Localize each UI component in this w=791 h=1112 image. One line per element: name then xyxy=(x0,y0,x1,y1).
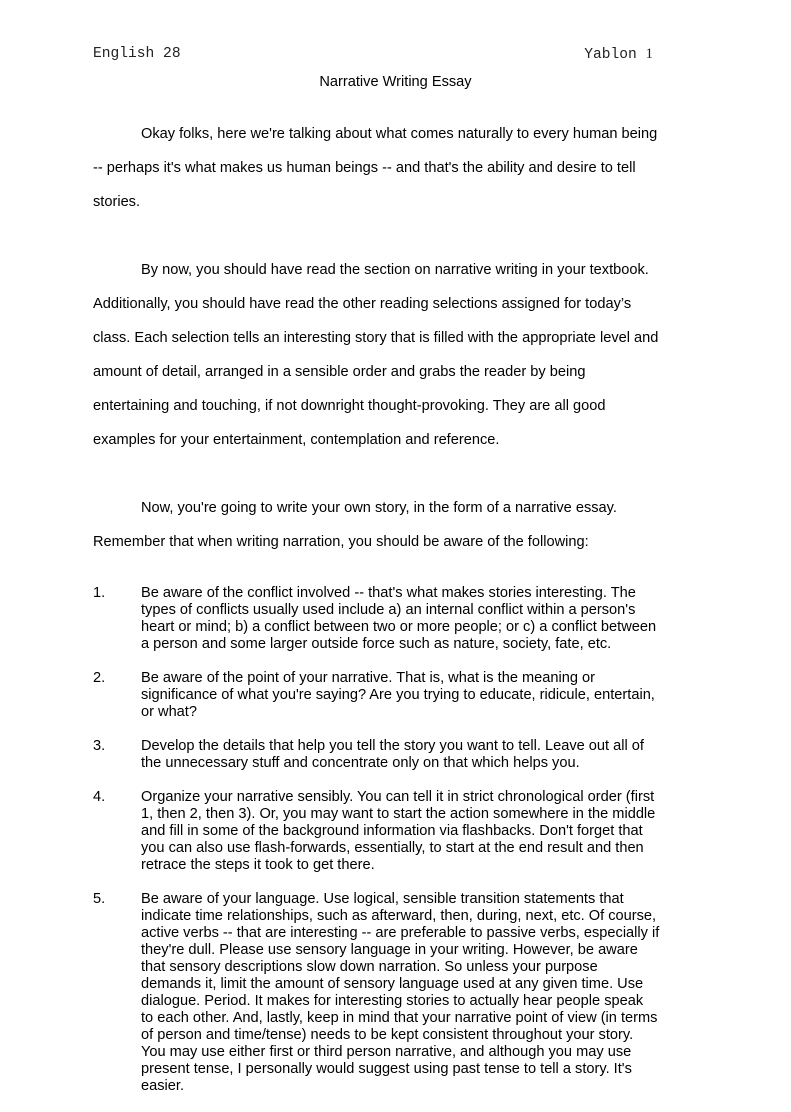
text-line: Additionally, you should have read the other reading selections assigned for today’s xyxy=(93,296,632,312)
text-line: that sensory descriptions slow down narration. So unless your purpose xyxy=(141,959,598,975)
list-item xyxy=(93,738,713,772)
text-line: to each other. And, lastly, keep in mind that your narrative point of view (in terms xyxy=(141,1010,658,1026)
list-item xyxy=(93,585,713,653)
list-item xyxy=(93,789,713,874)
page-title: Narrative Writing Essay xyxy=(319,74,472,90)
text-line: the unnecessary stuff and concentrate only on that which helps you. xyxy=(141,755,580,771)
text-line: Now, you're going to write your own story, in the form of a narrative essay. xyxy=(141,500,617,516)
list-number: 3. xyxy=(93,738,106,754)
text-line: and fill in some of the background information via flashbacks. Don't forget that xyxy=(141,823,643,839)
text-line: they're dull. Please use sensory language in your writing. However, be aware xyxy=(141,942,638,958)
text-line: of person and time/tense) needs to be kept consistent throughout your story. xyxy=(141,1027,634,1043)
text-line: present tense, I personally would suggest using past tense to tell a story. It's xyxy=(141,1061,632,1077)
text-line: By now, you should have read the section on narrative writing in your textbook. xyxy=(141,262,649,278)
text-line: indicate time relationships, such as afterward, then, during, next, etc. Of course, xyxy=(141,908,657,924)
list-item xyxy=(93,670,713,721)
text-line: active verbs -- that are interesting -- are preferable to passive verbs, especially if xyxy=(141,925,660,941)
text-line: Be aware of the point of your narrative. That is, what is the meaning or xyxy=(141,670,596,686)
document-body xyxy=(93,109,713,1112)
text-line: amount of detail, arranged in a sensible order and grabs the reader by being xyxy=(93,364,586,380)
text-line: you can also use flash-forwards, essentially, to start at the end result and then xyxy=(141,840,644,856)
list-item xyxy=(93,891,713,1095)
text-line: Remember that when writing narration, you should be aware of the following: xyxy=(93,534,589,550)
text-line: dialogue. Period. It makes for interesting stories to actually hear people speak xyxy=(141,993,644,1009)
text-line: You may use either first or third person narrative, and although you may use xyxy=(141,1044,632,1060)
text-line: Develop the details that help you tell the story you want to tell. Leave out all of xyxy=(141,738,644,754)
text-line: entertaining and touching, if not downright thought-provoking. They are all good xyxy=(93,398,606,414)
course-label: English 28 xyxy=(93,46,181,62)
text-line: Be aware of your language. Use logical, sensible transition statements that xyxy=(141,891,624,907)
text-line: examples for your entertainment, contemplation and reference. xyxy=(93,432,500,448)
text-line: types of conflicts usually used include a) an internal conflict within a person's xyxy=(141,602,636,618)
paragraph-assignment xyxy=(93,483,713,568)
list-item-text xyxy=(141,585,713,653)
text-line: -- perhaps it's what makes us human beings -- and that's the ability and desire to tell xyxy=(93,160,636,176)
list-number: 5. xyxy=(93,891,106,907)
paragraph-intro xyxy=(93,109,713,228)
text-line: 1, then 2, then 3). Or, you may want to start the action somewhere in the middle xyxy=(141,806,656,822)
author-name: Yablon xyxy=(584,47,637,63)
text-line: Okay folks, here we're talking about what comes naturally to every human being xyxy=(141,126,658,142)
text-line: heart or mind; b) a conflict between two or more people; or c) a conflict between xyxy=(141,619,657,635)
list-number: 4. xyxy=(93,789,106,805)
text-line: class. Each selection tells an interesting story that is filled with the appropriate level and xyxy=(93,330,659,346)
list-number: 2. xyxy=(93,670,106,686)
paragraph-readings xyxy=(93,245,713,466)
text-line: Organize your narrative sensibly. You can tell it in strict chronological order (first xyxy=(141,789,655,805)
author-page-label xyxy=(584,46,653,63)
list-item-text xyxy=(141,789,713,874)
list-item-text xyxy=(141,891,713,1095)
text-line: demands it, limit the amount of sensory language used at any given time. Use xyxy=(141,976,644,992)
page-number: 1 xyxy=(645,46,653,62)
text-line: stories. xyxy=(93,194,141,210)
text-line: easier. xyxy=(141,1078,184,1094)
page-header xyxy=(93,46,653,66)
text-line: a person and some larger outside force such as nature, society, fate, etc. xyxy=(141,636,612,652)
text-line: or what? xyxy=(141,704,197,720)
text-line: retrace the steps it took to get there. xyxy=(141,857,375,873)
text-line: significance of what you're saying? Are you trying to educate, ridicule, entertain, xyxy=(141,687,655,703)
list-item-text xyxy=(141,738,713,772)
text-line: Be aware of the conflict involved -- that's what makes stories interesting. The xyxy=(141,585,636,601)
list-number: 1. xyxy=(93,585,106,601)
list-item-text xyxy=(141,670,713,721)
